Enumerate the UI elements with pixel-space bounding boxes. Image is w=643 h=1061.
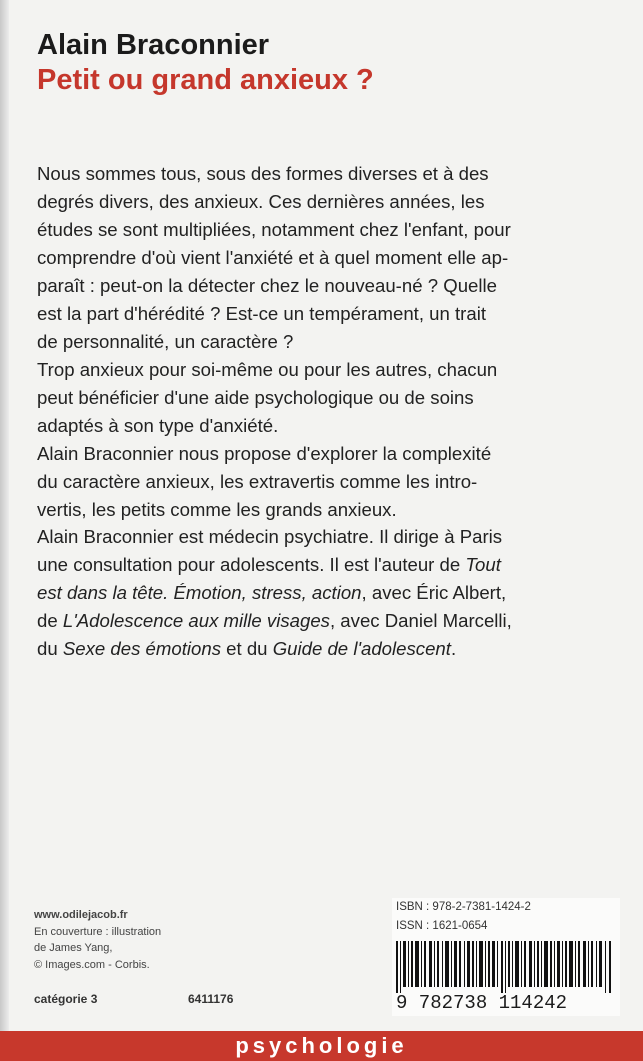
barcode-image	[395, 941, 615, 993]
author-name: Alain Braconnier	[37, 29, 270, 61]
biography-line	[37, 551, 607, 579]
biography-text: , avec Éric Albert,	[361, 582, 507, 603]
biography-work-title: Sexe des émotions	[62, 638, 221, 659]
publisher-code: 6411176	[188, 992, 234, 1006]
biography-line: Alain Braconnier est médecin psychiatre. Il dirige à Paris	[37, 526, 503, 547]
description-line: vertis, les petits comme les grands anxieux.	[37, 499, 397, 520]
description-line: degrés divers, des anxieux. Ces dernières années, les	[37, 191, 485, 212]
description-line: peut bénéficier d'une aide psychologique ou de soins	[37, 387, 474, 408]
cover-credit-line: En couverture : illustration	[34, 925, 162, 938]
biography-text: et du	[221, 638, 273, 659]
description-line: Trop anxieux pour soi-même ou pour les autres, chacun	[37, 359, 498, 380]
isbn-text: ISBN : 978-2-7381-1424-2	[396, 901, 531, 913]
isbn-barcode-panel	[392, 898, 620, 1016]
price-category: catégorie 3	[34, 992, 98, 1006]
description-line: comprendre d'où vient l'anxiété et à quel moment elle ap-	[37, 247, 509, 268]
cover-edge-shadow	[0, 0, 9, 1061]
description-line: Alain Braconnier nous propose d'explorer la complexité	[37, 443, 492, 464]
biography-text: du	[37, 638, 63, 659]
biography-line	[37, 579, 607, 607]
cover-credit-line: de James Yang,	[34, 942, 113, 954]
biography-work-title: est dans la tête. Émotion, stress, action	[37, 582, 362, 603]
author-biography	[37, 523, 607, 663]
description-line: Nous sommes tous, sous des formes diverses et à des	[37, 163, 489, 184]
book-title: Petit ou grand anxieux ?	[37, 64, 374, 96]
cover-credit-line: © Images.com - Corbis.	[34, 958, 150, 971]
description-line: adaptés à son type d'anxiété.	[37, 415, 279, 436]
biography-work-title: Tout	[465, 554, 501, 575]
description-line: études se sont multipliées, notamment chez l'enfant, pour	[37, 219, 511, 240]
biography-text: , avec Daniel Marcelli,	[329, 610, 512, 631]
description-line: du caractère anxieux, les extravertis comme les intro-	[37, 471, 478, 492]
description-line: paraît : peut-on la détecter chez le nouveau-né ? Quelle	[37, 275, 497, 296]
issn-text: ISSN : 1621-0654	[396, 920, 488, 932]
barcode-number: 9 782738 114242	[396, 992, 568, 1014]
biography-line	[37, 635, 607, 663]
biography-text: de	[37, 610, 63, 631]
description-line: de personnalité, un caractère ?	[37, 331, 294, 352]
book-description	[37, 160, 607, 524]
genre-label: psychologie	[235, 1033, 408, 1058]
biography-text: une consultation pour adolescents. Il est l'auteur de	[37, 554, 466, 575]
description-line: est la part d'hérédité ? Est-ce un tempérament, un trait	[37, 303, 487, 324]
biography-line	[37, 607, 607, 635]
publisher-website: www.odilejacob.fr	[34, 909, 128, 921]
biography-text: .	[450, 638, 457, 659]
genre-band	[0, 1031, 643, 1061]
biography-work-title: Guide de l'adolescent	[272, 638, 451, 659]
publisher-info	[34, 907, 204, 973]
biography-work-title: L'Adolescence aux mille visages	[62, 610, 330, 631]
